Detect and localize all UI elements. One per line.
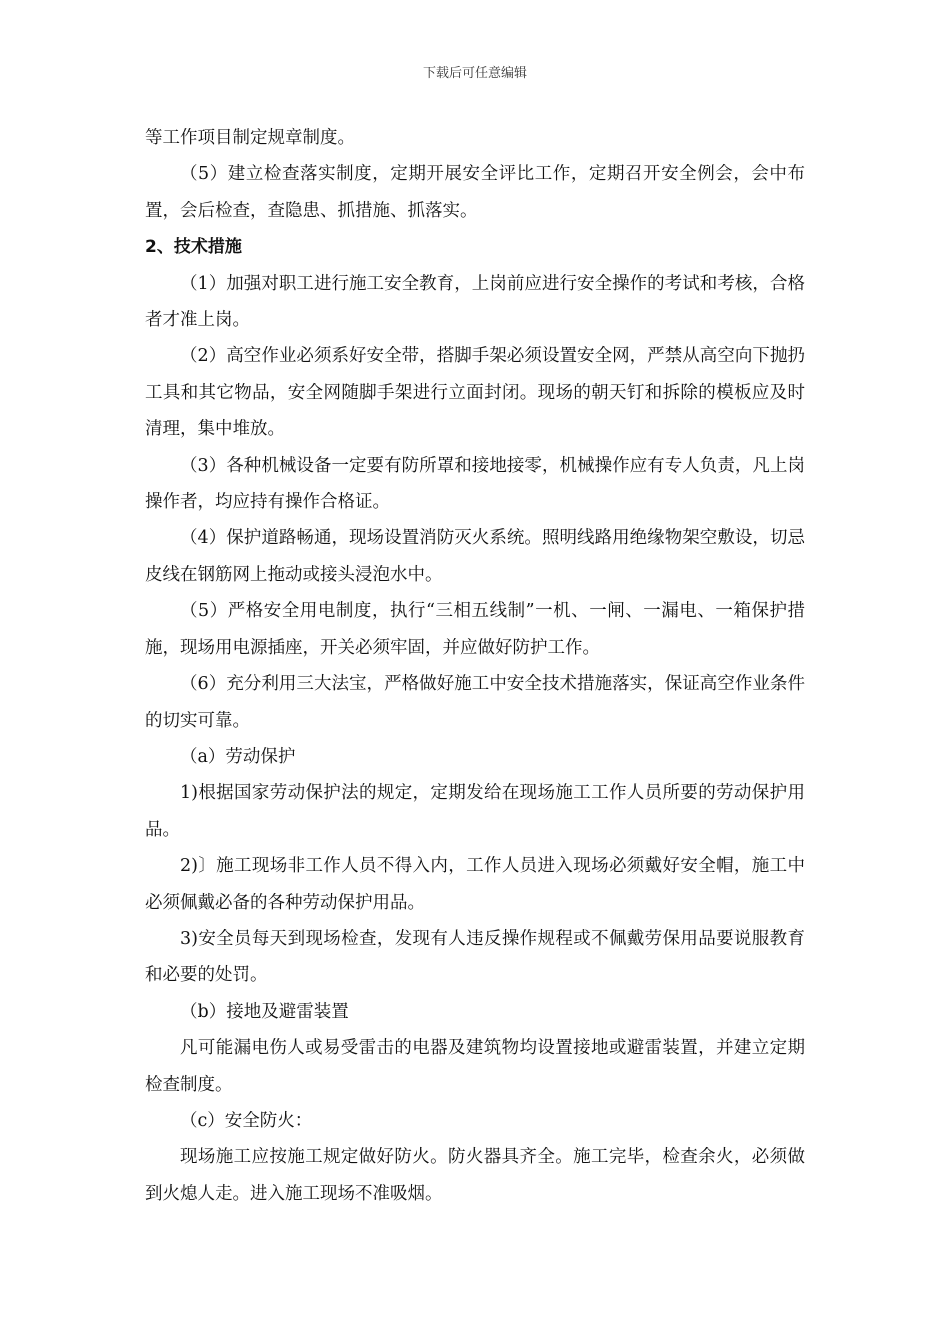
- paragraph-fire-safety: 现场施工应按施工规定做好防火。防火器具齐全。施工完毕，检查余火，必须做到火熄人走。进入施工现场不准吸烟。: [145, 1147, 805, 1204]
- paragraph-labor-2: 2)〕施工现场非工作人员不得入内，工作人员进入现场必须戴好安全帽，施工中必须佩戴必备的各种劳动保护用品。: [145, 856, 805, 913]
- paragraph-item-3-machinery: （3）各种机械设备一定要有防所罩和接地接零，机械操作应有专人负责，凡上岗操作者，均应持有操作合格证。: [145, 455, 805, 513]
- section-heading-technical-measures: 2、技术措施: [145, 237, 242, 258]
- paragraph-item-6-three-treasures: （6）充分利用三大法宝，严格做好施工中安全技术措施落实，保证高空作业条件的切实可靠。: [145, 674, 805, 731]
- subheading-a-labor-protection: （a）劳动保护: [180, 746, 296, 767]
- paragraph-continuation: 等工作项目制定规章制度。: [145, 128, 355, 148]
- paragraph-item-2-high-work: （2）高空作业必须系好安全带，搭脚手架必须设置安全网，严禁从高空向下抛扔工具和其它物品，安全网随脚手架进行立面封闭。现场的朝天钉和拆除的模板应及时清理，集中堆放。: [145, 346, 805, 440]
- subheading-c-fire-safety: （c）安全防火：: [180, 1110, 313, 1131]
- paragraph-labor-1: 1)根据国家劳动保护法的规定，定期发给在现场施工工作人员所要的劳动保护用品。: [145, 783, 805, 840]
- paragraph-item-1-education: （1）加强对职工进行施工安全教育，上岗前应进行安全操作的考试和考核，合格者才准上岗。: [145, 273, 805, 331]
- paragraph-labor-3: 3)安全员每天到现场检查，发现有人违反操作规程或不佩戴劳保用品要说服教育和必要的处罚。: [145, 928, 805, 986]
- paragraph-item-4-roads: （4）保护道路畅通，现场设置消防灭火系统。照明线路用绝缘物架空敷设，切忌皮线在钢筋网上拖动或接头浸泡水中。: [145, 528, 805, 585]
- document-body: [145, 120, 805, 1212]
- subheading-b-grounding: （b）接地及避雷装置: [180, 1001, 349, 1022]
- paragraph-grounding: 凡可能漏电伤人或易受雷击的电器及建筑物均设置接地或避雷装置，并建立定期检查制度。: [145, 1038, 805, 1095]
- paragraph-item-5-inspection: （5）建立检查落实制度，定期开展安全评比工作，定期召开安全例会，会中布置，会后检查，查隐患、抓措施、抓落实。: [145, 164, 805, 221]
- paragraph-item-5-electricity: （5）严格安全用电制度，执行“三相五线制”一机、一闸、一漏电、一箱保护措施，现场用电源插座，开关必须牢固，并应做好防护工作。: [145, 601, 805, 658]
- page-header-note: 下载后可任意编辑: [422, 66, 527, 81]
